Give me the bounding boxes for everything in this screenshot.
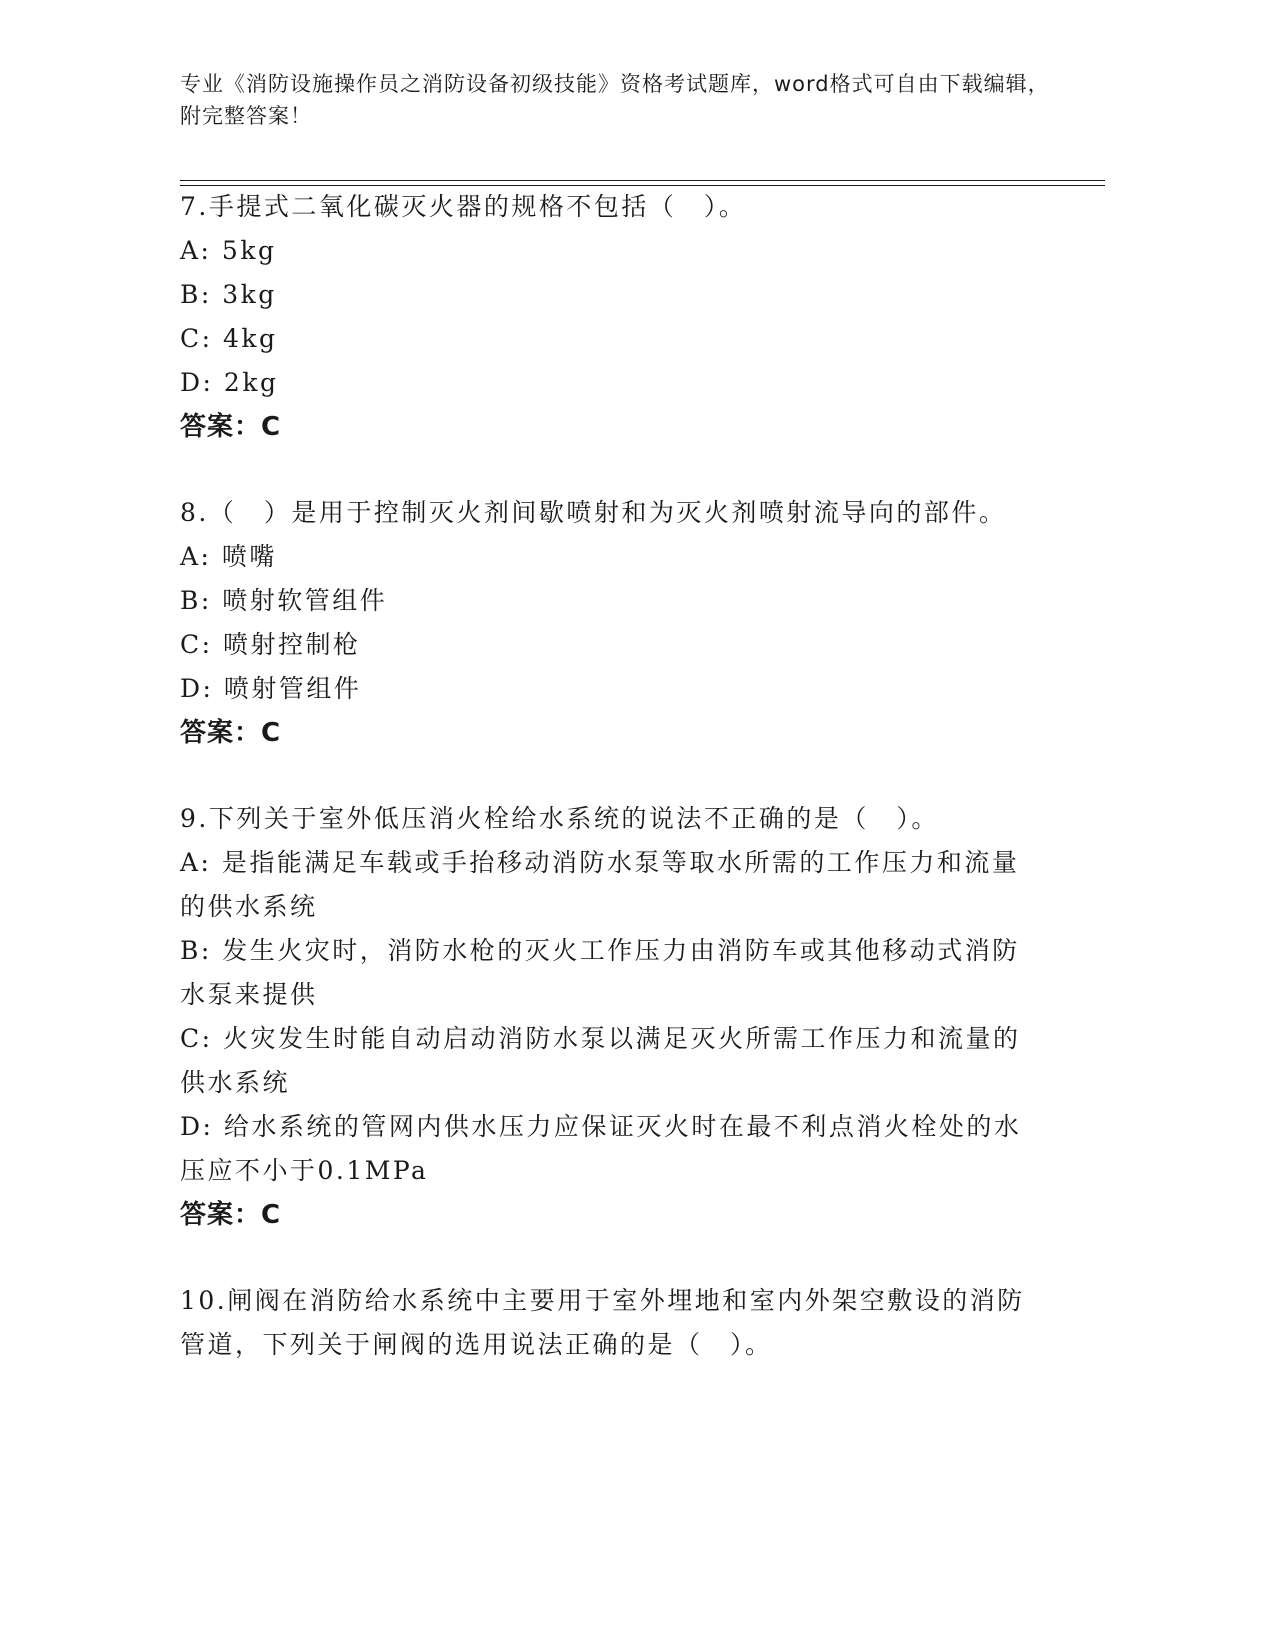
option-c: C: 喷射控制枪 — [180, 630, 361, 659]
question-10 — [180, 1279, 1040, 1367]
option-b: B: 3kg — [180, 280, 277, 309]
question-9 — [180, 797, 1040, 1237]
option-c: C: 火灾发生时能自动启动消防水泵以满足灭火所需工作压力和流量的供水系统 — [180, 1024, 1021, 1097]
header-text: 专业《消防设施操作员之消防设备初级技能》资格考试题库，word格式可自由下载编辑，附完整答案！ — [180, 72, 1050, 128]
option-d: D: 喷射管组件 — [180, 674, 362, 703]
question-7 — [180, 185, 1040, 449]
question-list — [180, 185, 1040, 1367]
question-stem: 10.闸阀在消防给水系统中主要用于室外埋地和室内外架空敷设的消防管道，下列关于闸阀的选用说法正确的是（ ）。 — [180, 1286, 1025, 1359]
question-stem: 7.手提式二氧化碳灭火器的规格不包括（ ）。 — [180, 192, 747, 221]
option-a: A: 是指能满足车载或手抬移动消防水泵等取水所需的工作压力和流量的供水系统 — [180, 848, 1020, 921]
answer: 答案：C — [180, 412, 282, 442]
option-d: D: 2kg — [180, 368, 279, 397]
option-b: B: 发生火灾时，消防水枪的灭火工作压力由消防车或其他移动式消防水泵来提供 — [180, 936, 1020, 1009]
option-a: A: 5kg — [180, 236, 277, 265]
option-c: C: 4kg — [180, 324, 278, 353]
option-a: A: 喷嘴 — [180, 542, 277, 571]
question-8 — [180, 491, 1040, 755]
header-divider-top — [180, 180, 1105, 181]
question-stem: 8.（ ）是用于控制灭火剂间歇喷射和为灭火剂喷射流导向的部件。 — [180, 498, 1007, 527]
answer: 答案：C — [180, 1200, 282, 1230]
question-stem: 9.下列关于室外低压消火栓给水系统的说法不正确的是（ ）。 — [180, 804, 939, 833]
answer: 答案：C — [180, 718, 282, 748]
option-b: B: 喷射软管组件 — [180, 586, 388, 615]
option-d: D: 给水系统的管网内供水压力应保证灭火时在最不利点消火栓处的水压应不小于0.1MPa — [180, 1112, 1022, 1185]
document-header — [180, 68, 1060, 132]
